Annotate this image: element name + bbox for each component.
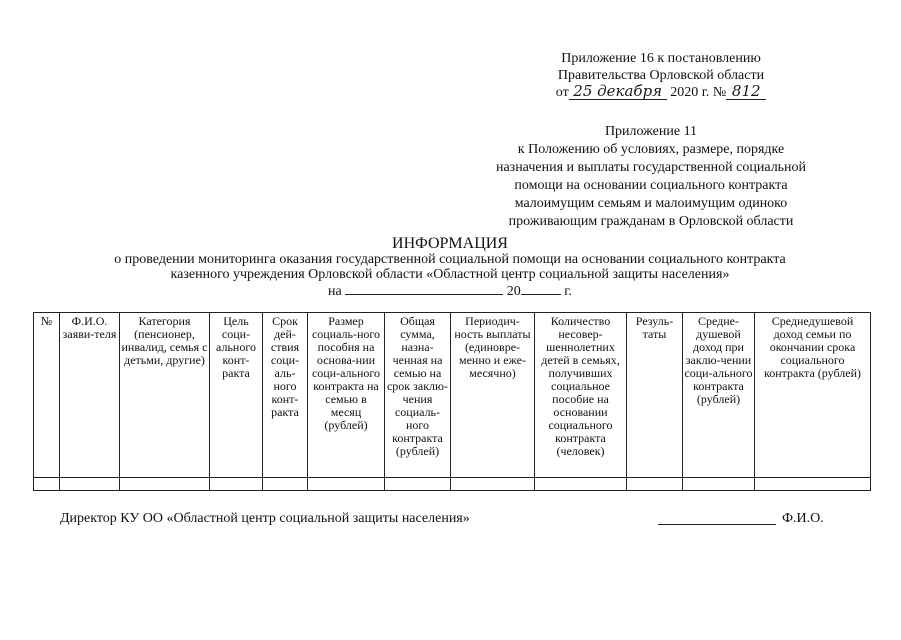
column-header-income-at-start: Средне-душевой доход при заклю-чении соци-ального контракта (рублей) <box>683 313 755 478</box>
column-header-monthly-benefit: Размер социаль-ного пособия на основа-нии соци-ального контракта на семью в месяц (рублей) <box>308 313 385 478</box>
table-cell <box>120 478 210 491</box>
regulation-line: назначения и выплаты государственной социальной <box>495 160 807 175</box>
column-header-number: № <box>34 313 60 478</box>
table-cell <box>308 478 385 491</box>
table-cell <box>683 478 755 491</box>
regulation-line: помощи на основании социального контракта <box>514 178 788 193</box>
decree-date-line <box>526 84 796 101</box>
period-date-blank <box>345 282 503 295</box>
decree-appendix-block <box>526 50 796 101</box>
column-header-results: Резуль-таты <box>627 313 683 478</box>
signature-line <box>658 510 776 525</box>
column-header-payment-frequency: Периодич-ность выплаты (единовре-менно и еже-месячно) <box>451 313 535 478</box>
document-title: ИНФОРМАЦИЯ <box>392 235 508 252</box>
handwritten-decree-number: 812 <box>726 84 766 100</box>
period-year: 20 <box>506 284 521 299</box>
table-cell <box>210 478 263 491</box>
monitoring-table <box>33 312 871 491</box>
table-header-row <box>34 313 871 478</box>
column-header-category: Категория (пенсионер, инвалид, семья с детьми, другие) <box>120 313 210 478</box>
regulation-line: малоимущим семьям и малоимущим одиноко <box>514 196 788 211</box>
table-cell <box>627 478 683 491</box>
regulation-appendix-block <box>470 123 832 231</box>
period-line <box>60 282 840 299</box>
table-cell <box>451 478 535 491</box>
director-position: Директор КУ ОО «Областной центр социальной защиты населения» <box>60 511 470 526</box>
decree-appendix-line2: Правительства Орловской области <box>557 68 765 83</box>
regulation-line: Приложение 11 <box>604 124 698 139</box>
regulation-line: к Положению об условиях, размере, порядке <box>517 142 785 157</box>
decree-appendix-line1: Приложение 16 к постановлению <box>561 51 761 66</box>
heading-line1: о проведении мониторинга оказания государственной социальной помощи на основании социального контракта <box>114 252 786 267</box>
table-cell <box>60 478 120 491</box>
table-cell <box>385 478 451 491</box>
column-header-children-count: Количество несовер-шеннолетних детей в семьях, получивших социальное пособие на основании социального контракта (человек) <box>535 313 627 478</box>
column-header-income-at-end: Среднедушевой доход семьи по окончании срока социального контракта (рублей) <box>755 313 871 478</box>
column-header-contract-purpose: Цель соци-ального конт-ракта <box>210 313 263 478</box>
column-header-total-sum: Общая сумма, назна-ченная на семью на срок заклю-чения социаль-ного контракта (рублей) <box>385 313 451 478</box>
director-name-placeholder: Ф.И.О. <box>782 511 824 526</box>
column-header-applicant-name: Ф.И.О. заяви-теля <box>60 313 120 478</box>
heading-line2: казенного учреждения Орловской области «Областной центр социальной защиты населения» <box>170 267 730 282</box>
period-prefix: на <box>328 284 342 299</box>
column-header-contract-term: Срок дей-ствия соци-аль-ного конт-ракта <box>263 313 308 478</box>
table-cell <box>263 478 308 491</box>
table-cell <box>755 478 871 491</box>
period-suffix: г. <box>564 284 572 299</box>
period-year-blank <box>521 282 561 295</box>
table-row <box>34 478 871 491</box>
document-heading <box>60 235 840 299</box>
decree-year-number-label: 2020 г. № <box>670 85 727 100</box>
date-prefix: от <box>555 85 569 100</box>
handwritten-date: 25 декабря <box>569 84 667 100</box>
table-cell <box>34 478 60 491</box>
table-cell <box>535 478 627 491</box>
regulation-line: проживающим гражданам в Орловской области <box>508 214 794 229</box>
